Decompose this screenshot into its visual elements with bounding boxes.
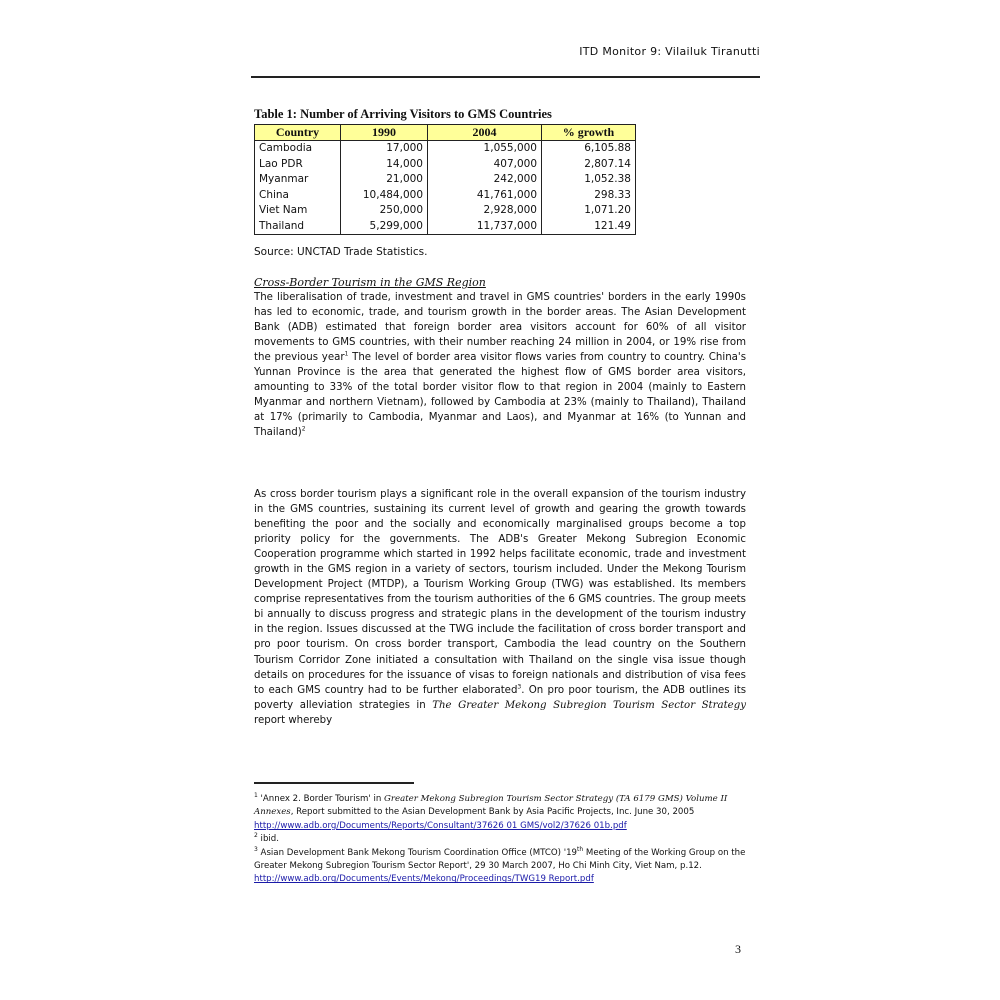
visitors-table xyxy=(254,124,636,235)
footnote-separator xyxy=(254,782,414,784)
column-header: 1990 xyxy=(341,125,428,141)
footnote-text: 'Annex 2. Border Tourism' in xyxy=(257,794,385,804)
table-row xyxy=(255,141,636,157)
cell-country: Lao PDR xyxy=(255,157,341,173)
footnote-mark: 2 xyxy=(254,832,258,840)
cell-country: Cambodia xyxy=(255,141,341,157)
cell-growth: 1,052.38 xyxy=(542,172,636,188)
table-title: Table 1: Number of Arriving Visitors to GMS Countries xyxy=(254,107,552,121)
footnote-ref[interactable]: 3 xyxy=(517,683,522,691)
header-rule xyxy=(251,76,760,78)
table-row xyxy=(255,172,636,188)
footnote-2 xyxy=(254,833,754,846)
cell-2004: 41,761,000 xyxy=(428,188,542,204)
ordinal-suffix: th xyxy=(577,845,584,853)
paragraph-text: The liberalisation of trade, investment and travel in GMS countries' borders in the early 1990s has led to economic, trade, and tourism growth in the border areas. The Asian Development Bank (ADB) estimated that foreign border area visitors account for 60% of all visitor movements to GMS countries, with their number reaching 24 million in 2004, or 19% rise from the previous year xyxy=(254,292,746,364)
table-row xyxy=(255,188,636,204)
table-row xyxy=(255,219,636,235)
footnote-link[interactable]: http://www.adb.org/Documents/Events/Mekong/Proceedings/TWG19 Report.pdf xyxy=(254,874,594,885)
footnote-text: Meeting of the Working Group on the Greater Mekong Subregion Tourism Sector Report', 29 30 March 2007, Ho Chi Minh City, Viet Nam, p.12. xyxy=(254,847,746,872)
cell-2004: 11,737,000 xyxy=(428,219,542,235)
footnote-3 xyxy=(254,847,754,887)
footnote-link[interactable]: http://www.adb.org/Documents/Reports/Consultant/37626 01 GMS/vol2/37626 01b.pdf xyxy=(254,820,627,831)
table-row xyxy=(255,157,636,173)
page-number: 3 xyxy=(735,942,741,956)
cell-country: Viet Nam xyxy=(255,203,341,219)
footnote-text: , Report submitted to the Asian Development Bank by Asia Pacific Projects, Inc. June 30, 2005 xyxy=(290,807,695,818)
footnotes xyxy=(254,793,754,887)
footnote-text: Asian Development Bank Mekong Tourism Coordination Office (MTCO) '19 xyxy=(257,847,578,858)
footnote-italic: Greater Mekong Subregion Tourism Sector Strategy (TA 6179 GMS) Volume II Annexes xyxy=(254,794,728,818)
paragraph xyxy=(254,487,746,728)
cell-1990: 17,000 xyxy=(341,141,428,157)
cell-growth: 1,071.20 xyxy=(542,203,636,219)
paragraph-text: . On pro poor tourism, the ADB outlines its poverty alleviation strategies in xyxy=(254,684,746,711)
cell-country: Myanmar xyxy=(255,172,341,188)
column-header: 2004 xyxy=(428,125,542,141)
cell-growth: 6,105.88 xyxy=(542,141,636,157)
cell-2004: 407,000 xyxy=(428,157,542,173)
cell-growth: 121.49 xyxy=(542,219,636,235)
table-row xyxy=(255,203,636,219)
paragraph xyxy=(254,290,746,440)
cell-1990: 10,484,000 xyxy=(341,188,428,204)
column-header: % growth xyxy=(542,125,636,141)
paragraph-text: As cross border tourism plays a significant role in the overall expansion of the tourism industry in the GMS countries, sustaining its current level of growth and gearing the growth towards benefiting the poor and the socially and economically marginalised groups become a top priority policy for the governments. The ADB's Greater Mekong Subregion Economic Cooperation programme which started in 1992 helps facilitate economic, trade and investment growth in the GMS region in a variety of sectors, tourism included. Under the Mekong Tourism Development Project (MTDP), a Tourism Working Group (TWG) was established. Its members comprise representatives from the tourism authorities of the 6 GMS countries. The group meets bi annually to discuss progress and strategic plans in the development of the tourism industry in the region. Issues discussed at the TWG include the facilitation of cross border transport and pro poor tourism. On cross border transport, Cambodia the lead country on the Southern Tourism Corridor Zone initiated a consultation with Thailand on the single visa issue though details on procedures for the issuance of visas to foreign nationals and distribution of visa fees to each GMS country had to be further elaborated xyxy=(254,489,746,696)
paragraph-text: report whereby xyxy=(254,714,333,726)
cell-growth: 2,807.14 xyxy=(542,157,636,173)
cell-1990: 14,000 xyxy=(341,157,428,173)
cell-1990: 250,000 xyxy=(341,203,428,219)
footnote-text: ibid. xyxy=(257,834,279,845)
footnote-1 xyxy=(254,793,754,833)
table-header-row xyxy=(255,125,636,141)
cell-1990: 5,299,000 xyxy=(341,219,428,235)
cell-country: Thailand xyxy=(255,219,341,235)
footnote-mark: 3 xyxy=(254,845,258,853)
cell-growth: 298.33 xyxy=(542,188,636,204)
footnote-ref[interactable]: 1 xyxy=(344,350,349,358)
section-heading: Cross-Border Tourism in the GMS Region xyxy=(254,276,486,289)
column-header: Country xyxy=(255,125,341,141)
report-title: The Greater Mekong Subregion Tourism Sector Strategy xyxy=(432,699,746,711)
footnote-mark: 1 xyxy=(254,792,258,800)
running-header: ITD Monitor 9: Vilailuk Tiranutti xyxy=(579,45,760,58)
cell-2004: 2,928,000 xyxy=(428,203,542,219)
paragraph-text: The level of border area visitor flows varies from country to country. China's Yunnan Province is the area that generated the highest flow of GMS border area visitors, amounting to 33% of the total border visitor flow to that region in 2004 (mainly to Eastern Myanmar and northern Vietnam), followed by Cambodia at 23% (mainly to Thailand), Thailand at 17% (primarily to Cambodia, Myanmar and Laos), and Myanmar at 16% (to Yunnan and Thailand) xyxy=(254,352,746,439)
cell-1990: 21,000 xyxy=(341,172,428,188)
cell-country: China xyxy=(255,188,341,204)
table-source: Source: UNCTAD Trade Statistics. xyxy=(254,246,428,258)
cell-2004: 242,000 xyxy=(428,172,542,188)
cell-2004: 1,055,000 xyxy=(428,141,542,157)
footnote-ref[interactable]: 2 xyxy=(301,426,306,434)
